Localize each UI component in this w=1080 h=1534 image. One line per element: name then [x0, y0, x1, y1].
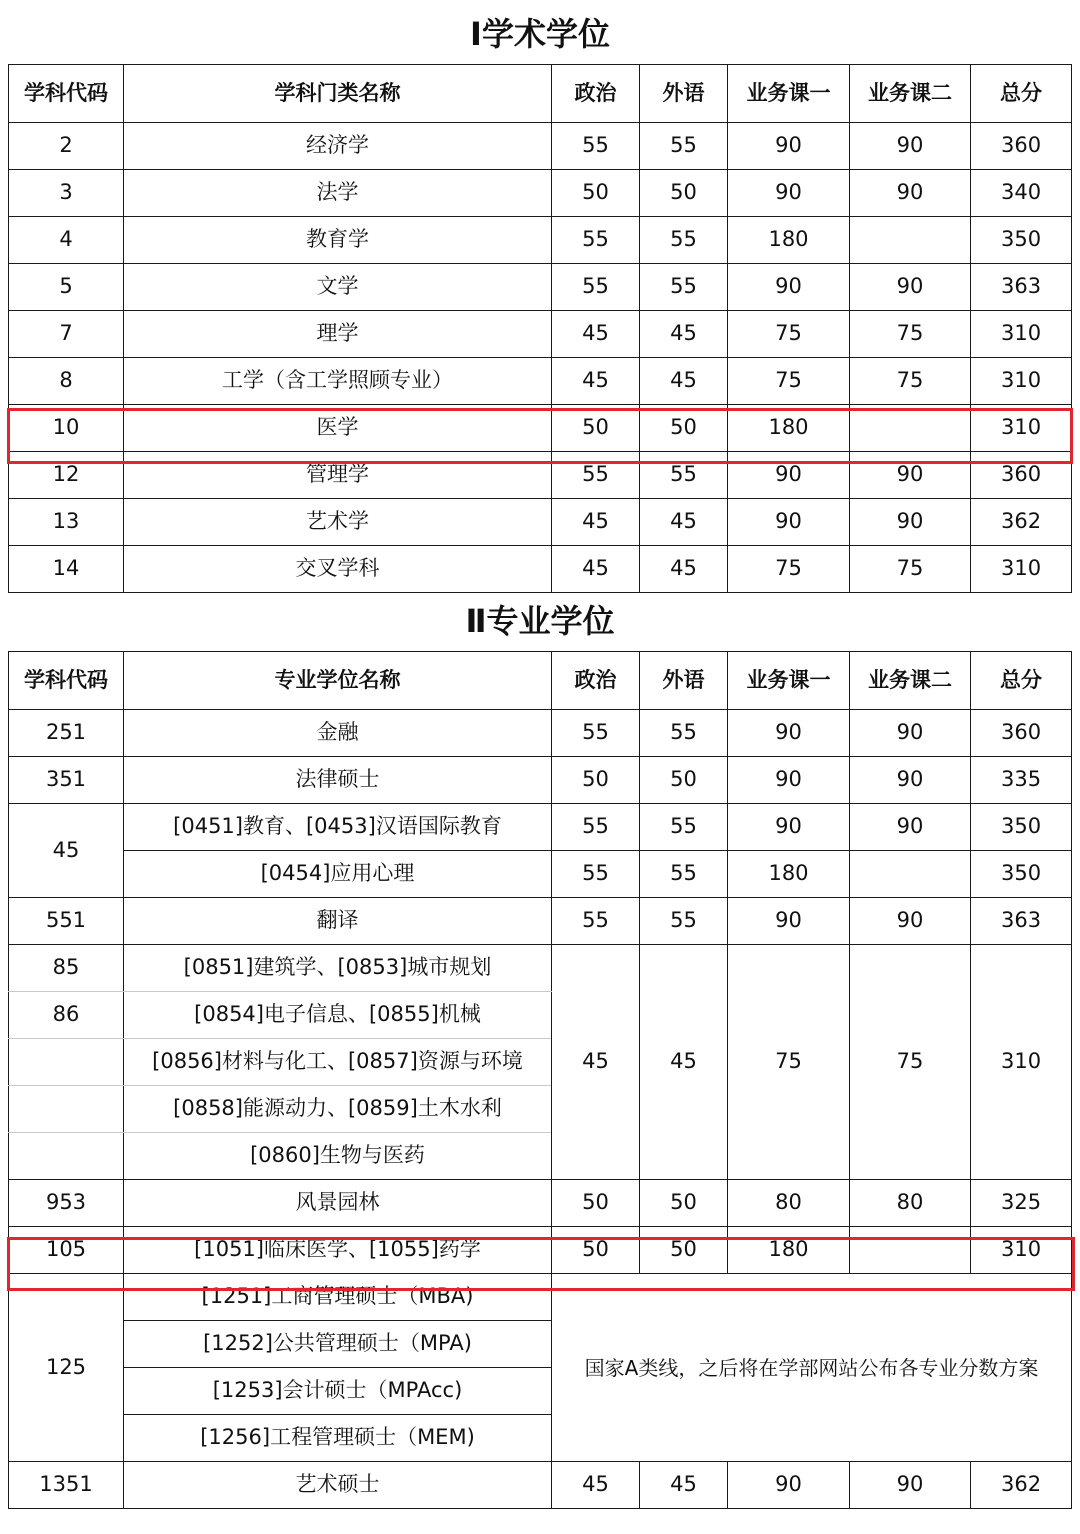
score-cell: 50 — [552, 170, 640, 217]
name-cell: 法律硕士 — [124, 757, 552, 804]
score-cell: 75 — [850, 945, 971, 1180]
section-title-professional: Ⅱ专业学位 — [9, 593, 1072, 652]
table-row — [9, 311, 1072, 358]
name-cell: 艺术硕士 — [124, 1462, 552, 1509]
code-cell: 86 — [9, 992, 124, 1039]
score-cell — [850, 1227, 971, 1274]
score-cell: 55 — [640, 452, 728, 499]
name-cell: 金融 — [124, 710, 552, 757]
score-cell: 310 — [971, 358, 1072, 405]
code-cell: 1351 — [9, 1462, 124, 1509]
code-cell: 12 — [9, 452, 124, 499]
name-cell: [0851]建筑学、[0853]城市规划 — [124, 945, 552, 992]
score-cell: 310 — [971, 945, 1072, 1180]
table-row — [9, 851, 1072, 898]
header-cell: 外语 — [640, 652, 728, 710]
name-cell: 交叉学科 — [124, 546, 552, 593]
code-cell: 5 — [9, 264, 124, 311]
name-cell: [1256]工程管理硕士（MEM) — [124, 1415, 552, 1462]
score-cell: 55 — [552, 851, 640, 898]
table-row — [9, 1462, 1072, 1509]
score-cell: 75 — [850, 358, 971, 405]
score-cell: 50 — [640, 170, 728, 217]
score-cell: 55 — [552, 710, 640, 757]
score-cell: 55 — [552, 217, 640, 264]
score-cell: 75 — [728, 311, 850, 358]
score-cell: 90 — [728, 499, 850, 546]
score-cell: 45 — [640, 546, 728, 593]
name-cell: 文学 — [124, 264, 552, 311]
score-cell: 55 — [552, 264, 640, 311]
score-cell: 75 — [728, 546, 850, 593]
table-row — [9, 804, 1072, 851]
name-cell: [1051]临床医学、[1055]药学 — [124, 1227, 552, 1274]
score-cell: 350 — [971, 804, 1072, 851]
score-cell: 55 — [640, 804, 728, 851]
score-cell: 90 — [850, 170, 971, 217]
code-cell-empty — [9, 1086, 124, 1133]
score-cell: 45 — [640, 499, 728, 546]
code-cell-empty — [9, 1133, 124, 1180]
name-cell: 法学 — [124, 170, 552, 217]
score-cell: 45 — [552, 1462, 640, 1509]
score-cell: 90 — [850, 1462, 971, 1509]
name-cell: 医学 — [124, 405, 552, 452]
score-cell: 90 — [728, 452, 850, 499]
score-cell: 45 — [640, 1462, 728, 1509]
score-cell: 360 — [971, 123, 1072, 170]
table-row — [9, 358, 1072, 405]
table-row — [9, 898, 1072, 945]
code-cell: 8 — [9, 358, 124, 405]
score-cell: 55 — [552, 804, 640, 851]
score-cell: 55 — [552, 123, 640, 170]
score-cell: 362 — [971, 499, 1072, 546]
name-cell: 管理学 — [124, 452, 552, 499]
name-cell: 艺术学 — [124, 499, 552, 546]
score-cell: 363 — [971, 264, 1072, 311]
score-cell: 50 — [552, 1227, 640, 1274]
name-cell: 理学 — [124, 311, 552, 358]
table-row — [9, 1180, 1072, 1227]
table-row — [9, 757, 1072, 804]
score-cell: 90 — [728, 804, 850, 851]
score-cell: 360 — [971, 710, 1072, 757]
score-cell: 90 — [850, 710, 971, 757]
score-cell: 45 — [640, 945, 728, 1180]
score-cell: 50 — [552, 757, 640, 804]
score-sheet — [8, 6, 1071, 1509]
score-cell: 55 — [552, 452, 640, 499]
code-cell: 85 — [9, 945, 124, 992]
score-table — [8, 6, 1072, 1509]
score-cell: 45 — [640, 311, 728, 358]
score-cell: 50 — [552, 1180, 640, 1227]
score-cell: 362 — [971, 1462, 1072, 1509]
score-cell: 90 — [850, 757, 971, 804]
header-cell: 总分 — [971, 65, 1072, 123]
name-cell: [0451]教育、[0453]汉语国际教育 — [124, 804, 552, 851]
header-row — [9, 652, 1072, 710]
code-cell: 13 — [9, 499, 124, 546]
score-cell: 75 — [850, 311, 971, 358]
score-cell: 90 — [850, 898, 971, 945]
score-cell: 90 — [728, 710, 850, 757]
score-cell: 90 — [850, 123, 971, 170]
score-cell: 45 — [552, 546, 640, 593]
score-cell: 90 — [728, 757, 850, 804]
table-row — [9, 170, 1072, 217]
score-cell: 45 — [552, 311, 640, 358]
score-cell: 55 — [640, 851, 728, 898]
code-cell: 4 — [9, 217, 124, 264]
name-cell: [1251]工商管理硕士（MBA) — [124, 1274, 552, 1321]
code-cell: 953 — [9, 1180, 124, 1227]
table-row — [9, 499, 1072, 546]
score-cell: 90 — [850, 499, 971, 546]
header-cell: 政治 — [552, 652, 640, 710]
score-cell: 340 — [971, 170, 1072, 217]
code-cell: 105 — [9, 1227, 124, 1274]
score-cell: 90 — [850, 264, 971, 311]
name-cell: [0854]电子信息、[0855]机械 — [124, 992, 552, 1039]
score-cell: 50 — [640, 757, 728, 804]
table-row-highlighted — [9, 405, 1072, 452]
name-cell: 经济学 — [124, 123, 552, 170]
header-row — [9, 65, 1072, 123]
code-cell: 351 — [9, 757, 124, 804]
name-cell: 翻译 — [124, 898, 552, 945]
header-cell: 业务课二 — [850, 65, 971, 123]
score-cell: 80 — [850, 1180, 971, 1227]
name-cell: 工学（含工学照顾专业） — [124, 358, 552, 405]
score-cell: 75 — [850, 546, 971, 593]
table-row — [9, 217, 1072, 264]
score-cell: 90 — [728, 1462, 850, 1509]
table-row — [9, 945, 1072, 992]
table-row — [9, 546, 1072, 593]
score-cell: 90 — [728, 264, 850, 311]
score-cell: 310 — [971, 1227, 1072, 1274]
table-row — [9, 1274, 1072, 1321]
score-cell: 45 — [552, 499, 640, 546]
score-cell: 363 — [971, 898, 1072, 945]
score-cell: 50 — [640, 1227, 728, 1274]
score-cell: 45 — [640, 358, 728, 405]
note-cell: 国家A类线，之后将在学部网站公布各专业分数方案 — [552, 1274, 1072, 1462]
score-cell: 350 — [971, 217, 1072, 264]
name-cell: [0856]材料与化工、[0857]资源与环境 — [124, 1039, 552, 1086]
code-cell: 2 — [9, 123, 124, 170]
score-cell: 90 — [728, 123, 850, 170]
name-cell: 风景园林 — [124, 1180, 552, 1227]
name-cell: 教育学 — [124, 217, 552, 264]
score-cell: 310 — [971, 311, 1072, 358]
score-cell: 310 — [971, 405, 1072, 452]
score-cell: 90 — [728, 898, 850, 945]
code-cell: 551 — [9, 898, 124, 945]
name-cell: [0858]能源动力、[0859]土木水利 — [124, 1086, 552, 1133]
score-cell: 55 — [640, 264, 728, 311]
score-cell: 360 — [971, 452, 1072, 499]
score-cell: 310 — [971, 546, 1072, 593]
score-cell: 325 — [971, 1180, 1072, 1227]
score-cell: 75 — [728, 945, 850, 1180]
score-cell — [850, 851, 971, 898]
code-cell: 10 — [9, 405, 124, 452]
code-cell-empty — [9, 1039, 124, 1086]
table-row-highlighted — [9, 1227, 1072, 1274]
score-cell: 75 — [728, 358, 850, 405]
score-cell: 80 — [728, 1180, 850, 1227]
name-cell: [1252]公共管理硕士（MPA) — [124, 1321, 552, 1368]
code-cell: 3 — [9, 170, 124, 217]
score-cell: 180 — [728, 217, 850, 264]
score-cell: 50 — [640, 405, 728, 452]
score-cell: 350 — [971, 851, 1072, 898]
header-cell: 学科代码 — [9, 65, 124, 123]
score-cell: 335 — [971, 757, 1072, 804]
score-cell: 180 — [728, 851, 850, 898]
score-cell: 180 — [728, 1227, 850, 1274]
score-cell: 55 — [640, 123, 728, 170]
score-cell: 55 — [552, 898, 640, 945]
header-cell: 学科代码 — [9, 652, 124, 710]
header-cell: 业务课一 — [728, 652, 850, 710]
score-cell: 55 — [640, 898, 728, 945]
score-cell — [850, 217, 971, 264]
score-cell: 50 — [640, 1180, 728, 1227]
score-cell: 180 — [728, 405, 850, 452]
header-cell: 外语 — [640, 65, 728, 123]
score-cell: 50 — [552, 405, 640, 452]
header-cell: 业务课二 — [850, 652, 971, 710]
code-cell: 251 — [9, 710, 124, 757]
score-cell: 55 — [640, 710, 728, 757]
code-cell: 7 — [9, 311, 124, 358]
score-cell: 90 — [728, 170, 850, 217]
table-row — [9, 123, 1072, 170]
score-cell: 90 — [850, 804, 971, 851]
table-row — [9, 452, 1072, 499]
header-cell: 总分 — [971, 652, 1072, 710]
score-cell: 90 — [850, 452, 971, 499]
score-cell: 45 — [552, 358, 640, 405]
table-row — [9, 710, 1072, 757]
name-cell: [0454]应用心理 — [124, 851, 552, 898]
name-cell: [0860]生物与医药 — [124, 1133, 552, 1180]
score-cell — [850, 405, 971, 452]
score-cell: 55 — [640, 217, 728, 264]
header-cell: 专业学位名称 — [124, 652, 552, 710]
code-cell: 45 — [9, 804, 124, 898]
section-title-academic: Ⅰ学术学位 — [9, 6, 1072, 65]
table-row — [9, 264, 1072, 311]
header-cell: 业务课一 — [728, 65, 850, 123]
score-cell: 45 — [552, 945, 640, 1180]
name-cell: [1253]会计硕士（MPAcc) — [124, 1368, 552, 1415]
header-cell: 政治 — [552, 65, 640, 123]
header-cell: 学科门类名称 — [124, 65, 552, 123]
code-cell: 125 — [9, 1274, 124, 1462]
code-cell: 14 — [9, 546, 124, 593]
